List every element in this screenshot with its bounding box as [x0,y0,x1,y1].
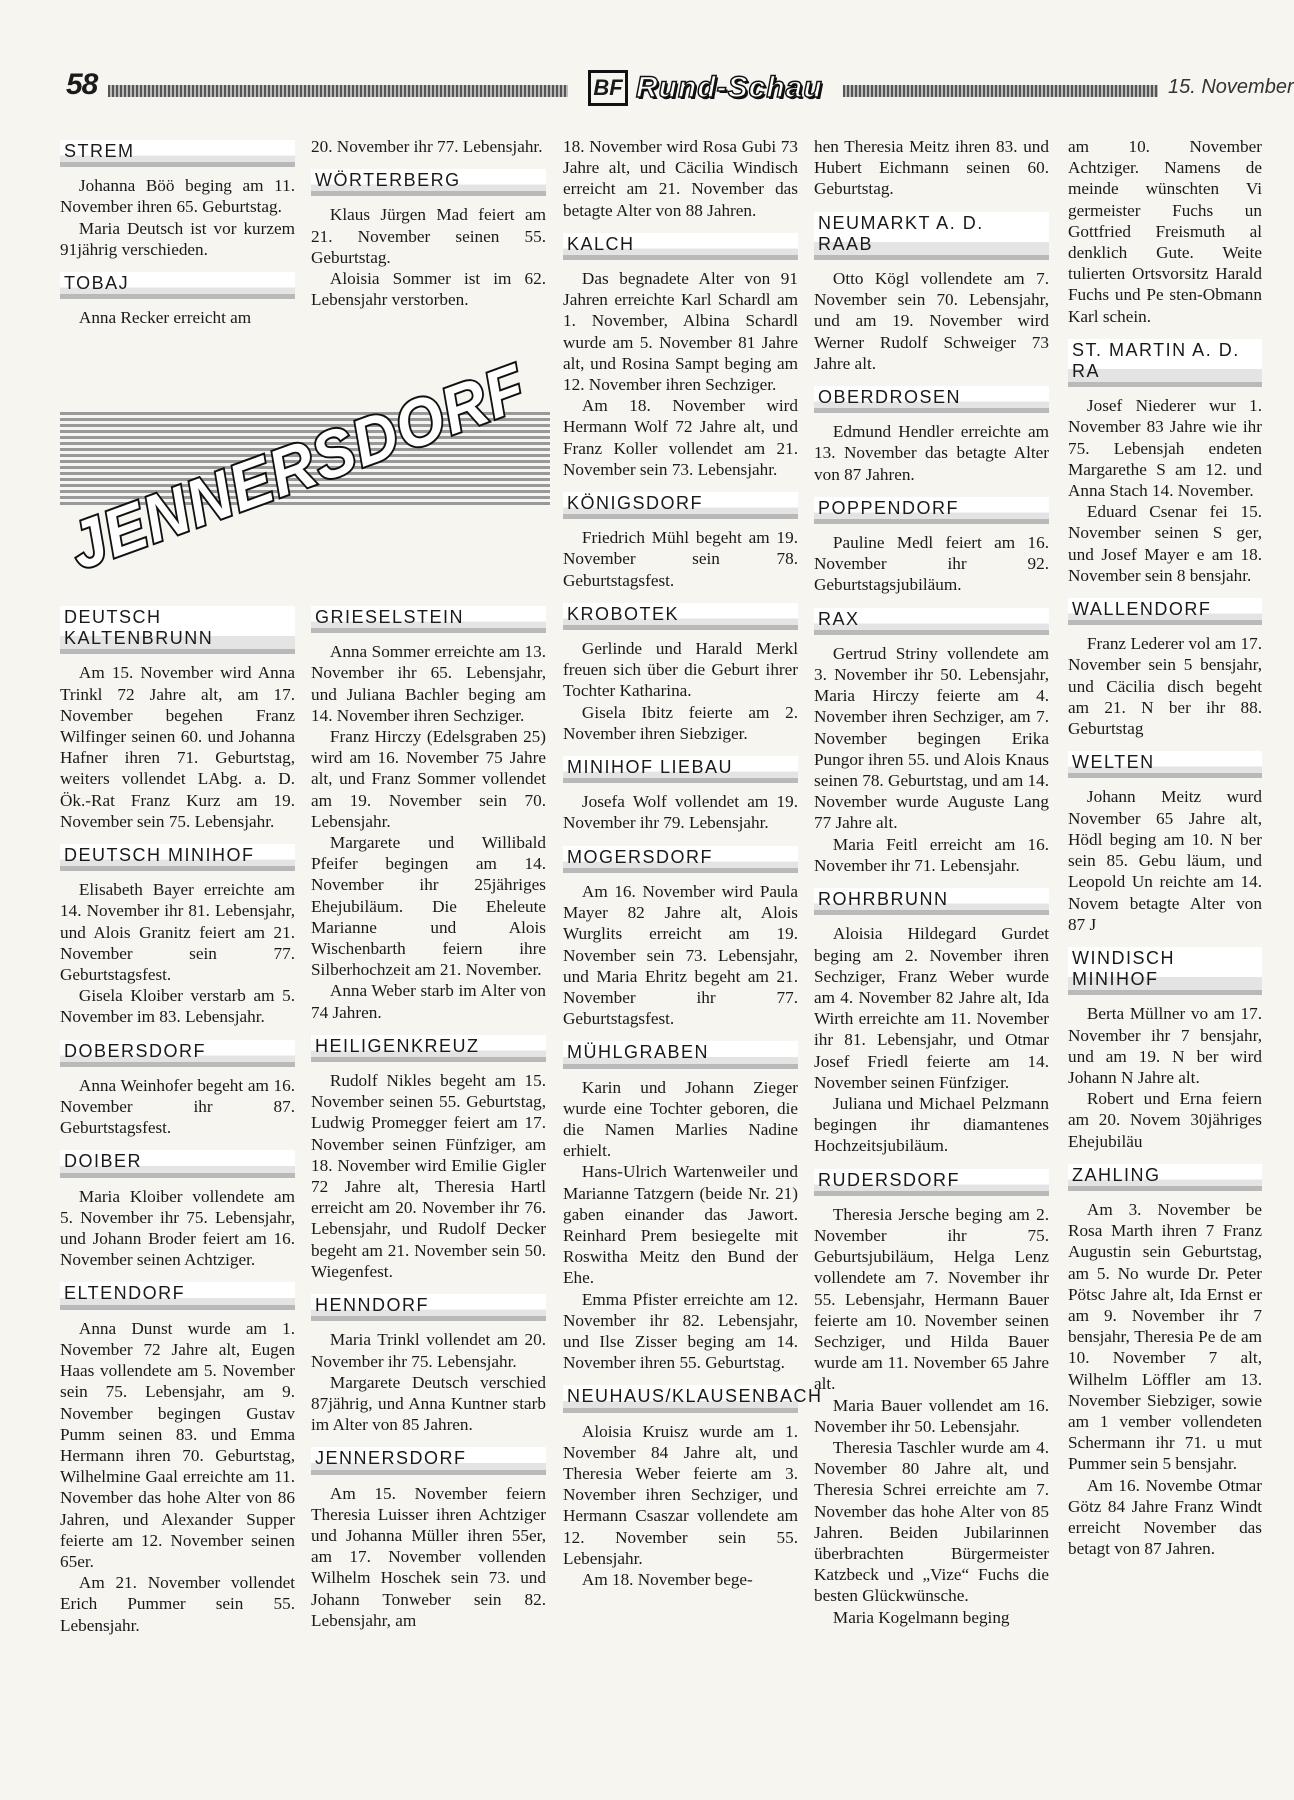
banner-title: JENNERSDORF [59,335,575,584]
news-section [311,136,546,157]
section-paragraph: Juliana und Michael Pelzmann begingen ihr diamantenes Hochzeitsjubiläum. [814,1093,1049,1156]
section-paragraph: Gisela Ibitz feierte am 2. November ihren Siebziger. [563,702,798,743]
magazine-logo [588,70,823,106]
section-heading: JENNERSDORF [311,1447,546,1474]
section-paragraph: Aloisia Kruisz wurde am 1. November 84 Jahre alt, und Theresia Weber feierte am 3. November ihren Sechziger, und Hermann Csaszar vollendete am 12. November sein 55. Lebensjahr. [563,1421,798,1568]
section-paragraph: Robert und Erna feiern am 20. Novem 30jähriges Ehejubiläu [1068,1089,1262,1151]
news-section [311,1035,546,1282]
section-heading: STREM [60,140,295,167]
news-section [311,169,546,310]
section-paragraph: Am 16. Novembe Otmar Götz 84 Jahre Franz Windt erreicht November das betagt von 87 Jahren. [1068,1475,1262,1559]
section-heading: ELTENDORF [60,1282,295,1309]
section-paragraph: hen Theresia Meitz ihren 83. und Hubert Eichmann seinen 60. Geburtstag. [814,137,1049,199]
news-section [60,1282,295,1635]
section-heading: HENNDORF [311,1294,546,1321]
section-paragraph: 18. November wird Rosa Gubi 73 Jahre alt, und Cäcilia Windisch erreicht am 21. November das betagte Alter von 88 Jahren. [563,137,798,220]
section-heading: KROBOTEK [563,603,798,630]
section-paragraph: Am 15. November wird Anna Trinkl 72 Jahre alt, am 17. November begehen Franz Wilfinger seinen 60. und Johanna Hafner ihren 71. Geburtstag, weiters vollendet LAbg. a. D. Ök.-Rat Franz Kurz am 19. November sein 75. Lebensjahr. [60,663,295,831]
column-5 [1068,136,1262,1571]
section-heading: RUDERSDORF [814,1169,1049,1196]
news-section [814,386,1049,485]
header-rule-right [843,85,1158,97]
section-paragraph: Josefa Wolf vollendet am 19. November ihr 79. Lebensjahr. [563,792,798,833]
section-paragraph: Emma Pfister erreichte am 12. November ihr 82. Lebensjahr, und Ilse Zisser beging am 14. November ihren 55. Geburtstag. [563,1289,798,1373]
news-section [814,497,1049,596]
column-2-top [311,136,546,322]
news-section [1068,136,1262,327]
section-paragraph: Theresia Jersche beging am 2. November ihr 75. Geburtsjubiläum, Helga Lenz vollendete am 7. November ihr 55. Lebensjahr, Hermann Bauer feierte am 10. November seinen Sechziger, und Hilda Bauer wurde am 11. November 65 Jahre alt. [814,1204,1049,1394]
section-heading: DEUTSCH KALTENBRUNN [60,606,295,654]
section-heading: WINDISCH MINIHOF [1068,947,1262,995]
news-section [563,492,798,591]
section-paragraph: Maria Kogelmann beging [832,1607,1010,1627]
section-paragraph: Am 16. November wird Paula Mayer 82 Jahre alt, Alois Wurglits erreicht am 19. November sein 73. Lebensjahr, und Maria Ehritz begeht am 21. November ihr 77. Geburtstagsfest. [563,881,798,1029]
news-section [814,888,1049,1156]
section-paragraph: Aloisia Sommer ist im 62. Lebensjahr verstorben. [311,269,546,310]
section-paragraph: Johann Meitz wurd November 65 Jahre alt, Hödl beging am 10. N ber sein 85. Gebu läum, und Leopold Un reichte am 14. Novem betagte Alter von 87 J [1068,787,1262,934]
section-heading: WÖRTERBERG [311,169,546,196]
news-section [814,136,1049,200]
section-paragraph: Aloisia Hildegard Gurdet beging am 2. November ihren Sechziger, Franz Weber wurde am 4. November 82 Jahre alt, Ida Wirth erreichte am 11. November ihr 81. Lebensjahr, und Otmar Josef Friedl feierte am 14. November seinen Fünfziger. [814,924,1049,1092]
jennersdorf-banner [59,335,575,590]
news-section [60,606,295,832]
section-paragraph: Anna Sommer erreichte am 13. November ihr 65. Lebensjahr, und Juliana Bachler beging am 14. November ihren Sechziger. [311,642,546,725]
news-section [1068,751,1262,935]
section-paragraph: Das begnadete Alter von 91 Jahren erreichte Karl Schardl am 1. November, Albina Schardl wurde am 5. November 81 Jahre alt, und Rosina Sampt beging am 12. November ihren Sechziger. [563,269,798,395]
section-paragraph: Am 18. November bege- [581,1569,753,1589]
section-paragraph: Franz Hirczy (Edelsgraben 25) wird am 16. November 75 Jahre alt, und Franz Sommer vollendet am 19. November sein 70. Lebensjahr. [311,727,546,831]
section-paragraph: Gertrud Striny vollendete am 3. November ihr 50. Lebensjahr, Maria Hirczy feierte am 4. November ihren Sechziger, am 7. November begingen Erika Pungor ihren 55. und Alois Knaus seinen 78. Geburtstag, und am 14. November wurde Auguste Lang 77 Jahre alt. [814,643,1049,833]
column-3 [563,136,823,1602]
news-section [814,212,1049,374]
section-heading: MÜHLGRABEN [563,1041,798,1068]
news-section [814,1169,1049,1628]
news-section [563,846,798,1030]
news-section [563,136,798,221]
section-paragraph: Eduard Csenar fei 15. November seinen S ger, und Josef Mayer e am 18. November sein 8 bensjahr. [1068,502,1262,585]
news-section [60,1150,295,1270]
section-paragraph: Margarete Deutsch verschied 87jährig, und Anna Kuntner starb im Alter von 85 Jahren. [311,1372,546,1435]
news-section [311,1447,546,1631]
section-paragraph: Maria Feitl erreicht am 16. November ihr 71. Lebensjahr. [814,834,1049,875]
news-section [563,233,798,480]
section-paragraph: Anna Recker erreicht am [78,308,252,328]
section-paragraph: Maria Bauer vollendet am 16. November ihr 50. Lebensjahr. [814,1395,1049,1436]
section-paragraph: Maria Trinkl vollendet am 20. November ihr 75. Lebensjahr. [311,1330,546,1371]
issue-date: 15. November [1168,76,1294,98]
column-1-bottom [60,606,295,1648]
section-paragraph: Anna Weber starb im Alter von 74 Jahren. [311,981,546,1022]
section-paragraph: Otto Kögl vollendete am 7. November sein 70. Lebensjahr, und am 19. November wird Werner Rudolf Schweiger 73 Jahre alt. [814,269,1049,373]
section-heading: HEILIGENKREUZ [311,1035,546,1062]
section-paragraph: 20. November ihr 77. Lebensjahr. [311,137,543,156]
section-paragraph: Am 3. November be Rosa Marth ihren 7 Franz Augustin sein Geburtstag, am 5. No wurde Dr. Peter Pötsc Jahre alt, Ida Ernst er am 9. November ihr 7 bensjahr, Theresia Pe de am 10. November 7 alt, Wilhelm Löffler am 13. November Siebziger, sowie am 1 vember vollendeten Schermann ihr 71. u mut Pummer sein 5 bensjahr. [1068,1199,1262,1474]
news-section [563,603,798,744]
section-paragraph: Berta Müllner vo am 17. November ihr 7 bensjahr, und am 19. N ber wird Johann N Jahre alt. [1068,1004,1262,1087]
section-paragraph: Gisela Kloiber verstarb am 5. November im 83. Lebensjahr. [60,986,295,1027]
section-paragraph: Klaus Jürgen Mad feiert am 21. November seinen 55. Geburtstag. [311,205,546,267]
column-1-top [60,140,295,340]
news-section [563,1041,798,1373]
news-section [60,140,295,260]
header-rule-left [108,85,568,97]
news-section [1068,1164,1262,1560]
page-header [58,68,1294,112]
section-heading: ZAHLING [1068,1164,1262,1191]
section-heading: KÖNIGSDORF [563,492,798,519]
news-section [311,1294,546,1435]
section-paragraph: Am 18. November wird Hermann Wolf 72 Jahre alt, und Franz Koller vollendet am 21. November sein 73. Lebensjahr. [563,396,798,479]
section-paragraph: Josef Niederer wur 1. November 83 Jahre wie ihr 75. Lebensjah endeten Margarethe S am 12. und Anna Stach 14. November. [1068,396,1262,501]
section-heading: RAX [814,608,1049,635]
page-number: 58 [66,68,98,101]
column-2-bottom [311,606,546,1643]
news-section [1068,947,1262,1152]
news-section [60,1040,295,1139]
section-paragraph: Am 21. November vollendet Erich Pummer sein 55. Lebensjahr. [60,1573,295,1635]
section-paragraph: Gerlinde und Harald Merkl freuen sich über die Geburt ihrer Tochter Katharina. [563,639,798,701]
section-paragraph: Elisabeth Bayer erreichte am 14. November ihr 81. Lebensjahr, und Alois Granitz feiert am 21. November sein 77. Geburtstagsfest. [60,880,295,985]
section-heading: MOGERSDORF [563,846,798,873]
section-heading: DOIBER [60,1150,295,1177]
news-section [1068,339,1262,586]
section-paragraph: am 10. November Achtziger. Namens de meinde wünschten Vi germeister Fuchs un Gottfried Freismuth al denklich Gute. Weite tulierten Ortsvorsitz Harald Fuchs und Pe sten-Obmann Karl schein. [1068,137,1262,326]
section-paragraph: Maria Kloiber vollendete am 5. November ihr 75. Lebensjahr, und Johann Broder feiert am 16. November seinen Achtziger. [60,1186,295,1270]
news-section [563,756,798,834]
news-section [311,606,546,1023]
section-paragraph: Johanna Böö beging am 11. November ihren 65. Geburtstag. [60,176,295,217]
section-paragraph: Hans-Ulrich Wartenweiler und Marianne Tatzgern (beide Nr. 21) gaben einander das Jawort. Reinhard Prem besiegelte mit Roswitha Meitz den Bund der Ehe. [563,1162,798,1288]
section-heading: DEUTSCH MINIHOF [60,844,295,871]
section-heading: KALCH [563,233,798,260]
section-heading: MINIHOF LIEBAU [563,756,798,783]
section-heading: ROHRBRUNN [814,888,1049,915]
section-paragraph: Karin und Johann Zieger wurde eine Tochter geboren, die die Namen Marlies Nadine erhielt. [563,1077,798,1161]
section-paragraph: Franz Lederer vol am 17. November sein 5 bensjahr, und Cäcilia disch begeht am 21. N ber ihr 88. Geburtstag [1068,634,1262,739]
section-paragraph: Anna Dunst wurde am 1. November 72 Jahre alt, Eugen Haas vollendete am 5. November sein 75. Lebensjahr, am 9. November begingen Gustav Pumm seinen 83. und Emma Hermann ihren 70. Geburtstag, Wilhelmine Gaal erreichte am 11. November das hohe Alter von 86 Jahren, und Alexander Supper feierte am 12. November seinen 65er. [60,1318,295,1571]
news-section [60,272,295,328]
section-heading: WELTEN [1068,751,1262,778]
column-4 [814,136,1049,1640]
section-paragraph: Margarete und Willibald Pfeifer begingen am 14. November ihr 25jähriges Ehejubiläum. Die Eheleute Marianne und Alois Wischenbarth feiern ihre Silberhochzeit am 21. November. [311,833,546,980]
section-heading: NEUMARKT A. D. RAAB [814,212,1049,260]
section-paragraph: Edmund Hendler erreichte am 13. November das betagte Alter von 87 Jahren. [814,422,1049,484]
section-heading: OBERDROSEN [814,386,1049,413]
section-heading: GRIESELSTEIN [311,606,546,633]
section-heading: POPPENDORF [814,497,1049,524]
logo-letters: BF [588,70,628,106]
section-heading: ST. MARTIN A. D. RA [1068,339,1262,387]
section-paragraph: Friedrich Mühl begeht am 19. November sein 78. Geburtstagsfest. [563,528,798,590]
section-paragraph: Theresia Taschler wurde am 4. November 80 Jahre alt, und Theresia Schrei erreichte am 7. November das hohe Alter von 85 Jahren. Beiden Jubilarinnen überbrachten Bürgermeister Katzbeck und „Vize“ Fuchs die besten Glückwünsche. [814,1437,1049,1606]
section-paragraph: Anna Weinhofer begeht am 16. November ihr 87. Geburtstagsfest. [60,1075,295,1138]
news-section [1068,598,1262,739]
section-paragraph: Pauline Medl feiert am 16. November ihr 92. Geburtstagsjubiläum. [814,533,1049,595]
section-paragraph: Am 15. November feiern Theresia Luisser ihren Achtziger und Johanna Müller ihren 55er, am 17. November vollenden Wilhelm Hoschek sein 73. und Johann Tonweber sein 82. Lebensjahr, am [311,1483,546,1630]
section-paragraph: Rudolf Nikles begeht am 15. November seinen 55. Geburtstag, Ludwig Promegger feiert am 17. November seinen Fünfziger, am 18. November wird Emilie Gigler 72 Jahre alt, Theresia Hartl erreicht am 20. November ihr 76. Lebensjahr, und Rudolf Decker begeht am 21. November sein 50. Wiegenfest. [311,1071,546,1281]
section-paragraph: Maria Deutsch ist vor kurzem 91jährig verschieden. [60,218,295,259]
news-section [814,608,1049,876]
section-heading: TOBAJ [60,272,295,299]
news-section [563,1385,823,1590]
logo-title: Rund-Schau [636,71,823,104]
section-heading: WALLENDORF [1068,598,1262,625]
section-heading: DOBERSDORF [60,1040,295,1067]
section-heading: NEUHAUS/KLAUSENBACH [563,1385,798,1412]
news-section [60,844,295,1028]
